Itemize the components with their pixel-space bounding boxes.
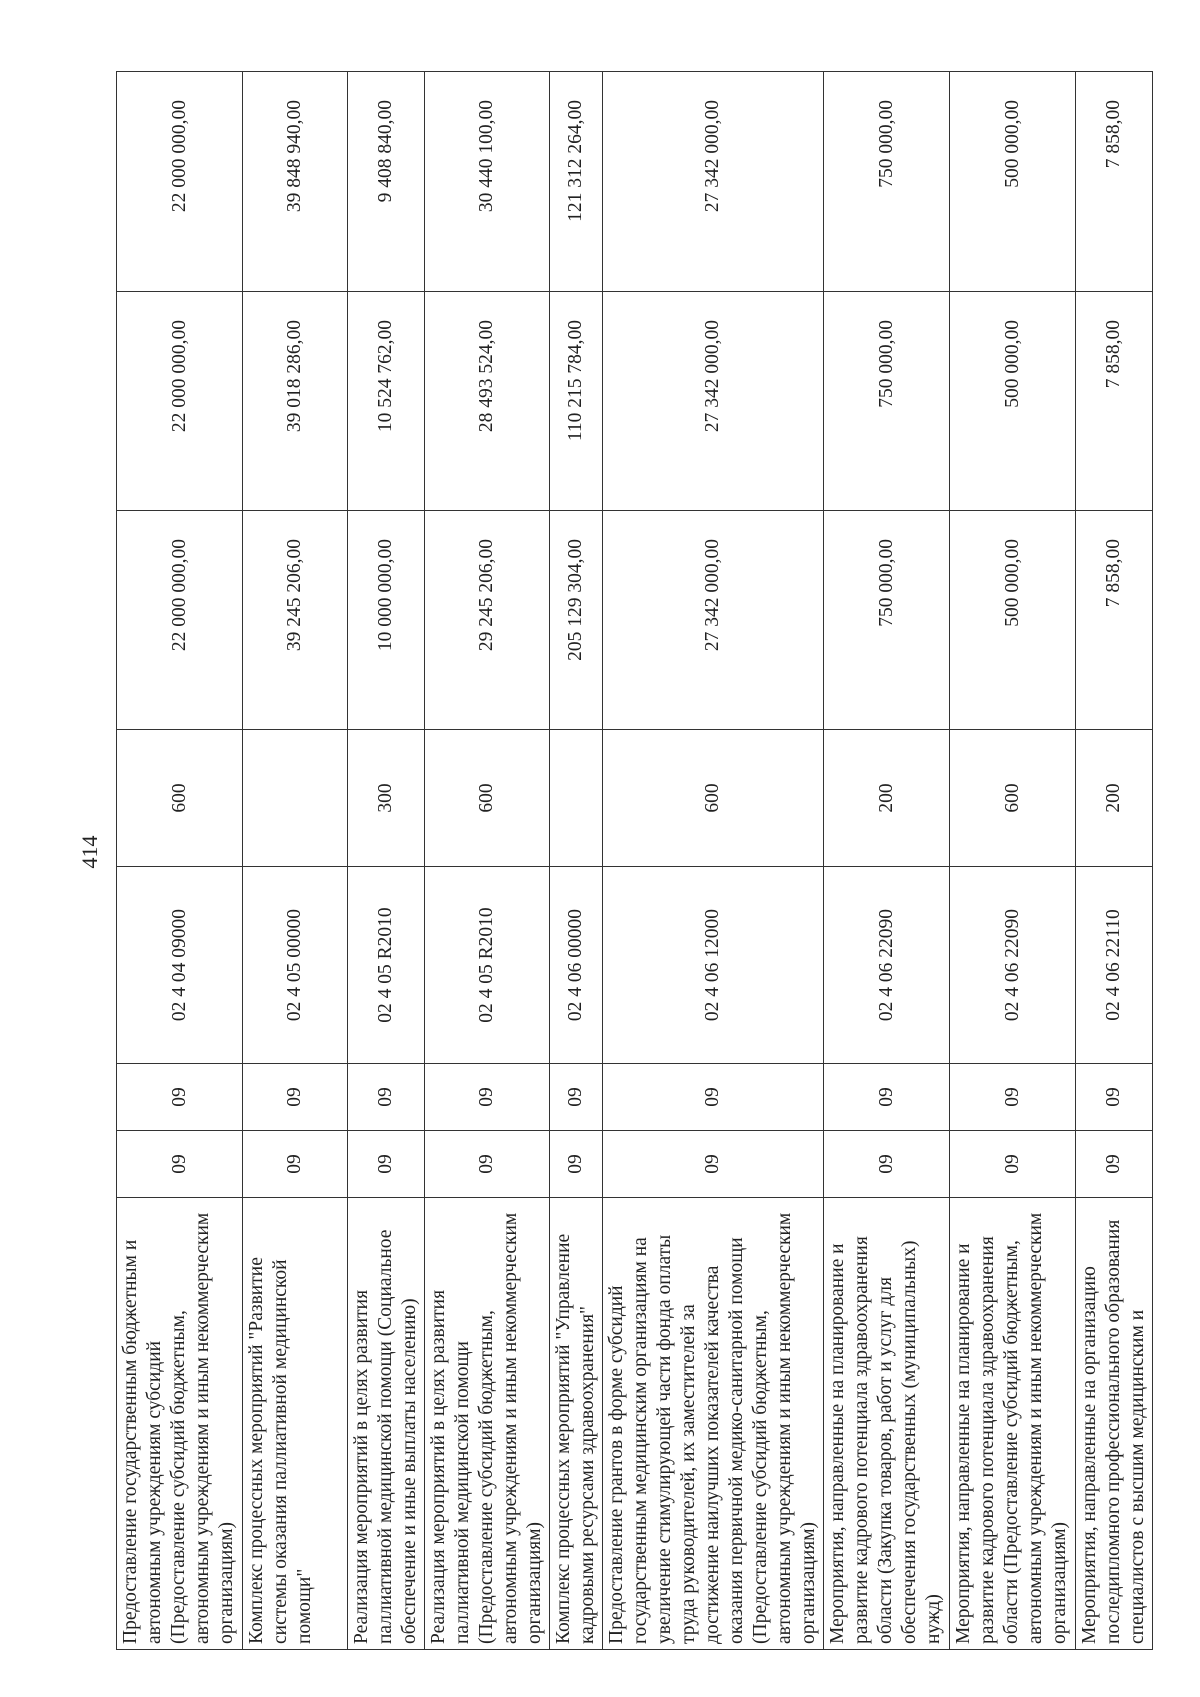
cell-name: Предоставление грантов в форме субсидий государственным медицинским организациям на увеличение стимулирующей части фонда оплаты труда руководителей, их заместителей за достижение наилучших показателей качества оказания первичной медико-санитарной помощи (Предоставление субсидий бюджетным, автономным учреждениям и иным некоммерческим организациям) — [603, 1198, 824, 1650]
table-row — [824, 72, 950, 1650]
cell-name: Реализация мероприятий в целях развития паллиативной медицинской помощи (Социальное обеспечение и иные выплаты населению) — [348, 1198, 425, 1650]
cell-target-article: 02 4 06 22110 — [1076, 867, 1153, 1064]
cell-amount-2: 27 342 000,00 — [603, 292, 824, 511]
table-row — [1076, 72, 1153, 1650]
cell-target-article: 02 4 06 12000 — [603, 867, 824, 1064]
cell-amount-2: 22 000 000,00 — [117, 292, 243, 511]
cell-subsection: 09 — [348, 1064, 425, 1131]
cell-amount-3: 750 000,00 — [824, 72, 950, 292]
cell-subsection: 09 — [243, 1064, 348, 1131]
table-row — [950, 72, 1076, 1650]
cell-section: 09 — [550, 1131, 603, 1198]
cell-amount-1: 29 245 206,00 — [425, 511, 550, 730]
cell-amount-1: 750 000,00 — [824, 511, 950, 730]
cell-section: 09 — [117, 1131, 243, 1198]
cell-amount-2: 39 018 286,00 — [243, 292, 348, 511]
cell-subsection: 09 — [117, 1064, 243, 1131]
cell-expense-type: 300 — [348, 730, 425, 867]
cell-amount-1: 22 000 000,00 — [117, 511, 243, 730]
table-row — [243, 72, 348, 1650]
cell-amount-3: 9 408 840,00 — [348, 72, 425, 292]
cell-section: 09 — [950, 1131, 1076, 1198]
cell-amount-3: 22 000 000,00 — [117, 72, 243, 292]
cell-expense-type — [550, 730, 603, 867]
cell-subsection: 09 — [1076, 1064, 1153, 1131]
cell-target-article: 02 4 05 R2010 — [348, 867, 425, 1064]
cell-amount-1: 205 129 304,00 — [550, 511, 603, 730]
cell-target-article: 02 4 04 09000 — [117, 867, 243, 1064]
cell-subsection: 09 — [950, 1064, 1076, 1131]
cell-amount-1: 500 000,00 — [950, 511, 1076, 730]
budget-table-body — [117, 72, 1153, 1650]
cell-expense-type: 600 — [425, 730, 550, 867]
cell-amount-1: 7 858,00 — [1076, 511, 1153, 730]
cell-amount-1: 39 245 206,00 — [243, 511, 348, 730]
cell-subsection: 09 — [550, 1064, 603, 1131]
cell-amount-3: 39 848 940,00 — [243, 72, 348, 292]
cell-name: Мероприятия, направленные на планирование и развитие кадрового потенциала здравоохранения области (Закупка товаров, работ и услуг для обеспечения государственных (муниципальных) нужд) — [824, 1198, 950, 1650]
cell-target-article: 02 4 06 22090 — [950, 867, 1076, 1064]
cell-amount-3: 27 342 000,00 — [603, 72, 824, 292]
cell-section: 09 — [1076, 1131, 1153, 1198]
cell-section: 09 — [824, 1131, 950, 1198]
table-row — [550, 72, 603, 1650]
cell-amount-3: 30 440 100,00 — [425, 72, 550, 292]
cell-amount-2: 10 524 762,00 — [348, 292, 425, 511]
cell-section: 09 — [348, 1131, 425, 1198]
cell-amount-2: 7 858,00 — [1076, 292, 1153, 511]
cell-name: Предоставление государственным бюджетным и автономным учреждениям субсидий (Предоставление субсидий бюджетным, автономным учреждениям и иным некоммерческим организациям) — [117, 1198, 243, 1650]
cell-amount-2: 110 215 784,00 — [550, 292, 603, 511]
table-row — [603, 72, 824, 1650]
table-row — [117, 72, 243, 1650]
budget-table — [116, 71, 1153, 1650]
cell-name: Комплекс процессных мероприятий "Управление кадровыми ресурсами здравоохранения" — [550, 1198, 603, 1650]
cell-subsection: 09 — [603, 1064, 824, 1131]
cell-section: 09 — [425, 1131, 550, 1198]
cell-amount-2: 500 000,00 — [950, 292, 1076, 511]
table-row — [425, 72, 550, 1650]
cell-section: 09 — [243, 1131, 348, 1198]
cell-amount-1: 10 000 000,00 — [348, 511, 425, 730]
cell-target-article: 02 4 06 00000 — [550, 867, 603, 1064]
cell-expense-type: 600 — [603, 730, 824, 867]
cell-name: Мероприятия, направленные на организацию последипломного профессионального образования специалистов с высшим медицинским и — [1076, 1198, 1153, 1650]
cell-expense-type: 600 — [117, 730, 243, 867]
rotated-budget-table-container — [116, 72, 1148, 1650]
cell-subsection: 09 — [425, 1064, 550, 1131]
cell-expense-type — [243, 730, 348, 867]
cell-expense-type: 200 — [1076, 730, 1153, 867]
cell-target-article: 02 4 05 00000 — [243, 867, 348, 1064]
cell-expense-type: 200 — [824, 730, 950, 867]
cell-subsection: 09 — [824, 1064, 950, 1131]
cell-expense-type: 600 — [950, 730, 1076, 867]
cell-amount-2: 28 493 524,00 — [425, 292, 550, 511]
cell-amount-3: 500 000,00 — [950, 72, 1076, 292]
cell-amount-1: 27 342 000,00 — [603, 511, 824, 730]
cell-amount-3: 121 312 264,00 — [550, 72, 603, 292]
table-row — [348, 72, 425, 1650]
cell-amount-3: 7 858,00 — [1076, 72, 1153, 292]
page-number-text: 414 — [77, 835, 102, 869]
cell-name: Комплекс процессных мероприятий "Развитие системы оказания паллиативной медицинской помощи" — [243, 1198, 348, 1650]
cell-target-article: 02 4 06 22090 — [824, 867, 950, 1064]
cell-name: Реализация мероприятий в целях развития паллиативной медицинской помощи (Предоставление субсидий бюджетным, автономным учреждениям и иным некоммерческим организациям) — [425, 1198, 550, 1650]
cell-section: 09 — [603, 1131, 824, 1198]
cell-target-article: 02 4 05 R2010 — [425, 867, 550, 1064]
cell-amount-2: 750 000,00 — [824, 292, 950, 511]
cell-name: Мероприятия, направленные на планирование и развитие кадрового потенциала здравоохранения области (Предоставление субсидий бюджетным, автономным учреждениям и иным некоммерческим организациям) — [950, 1198, 1076, 1650]
